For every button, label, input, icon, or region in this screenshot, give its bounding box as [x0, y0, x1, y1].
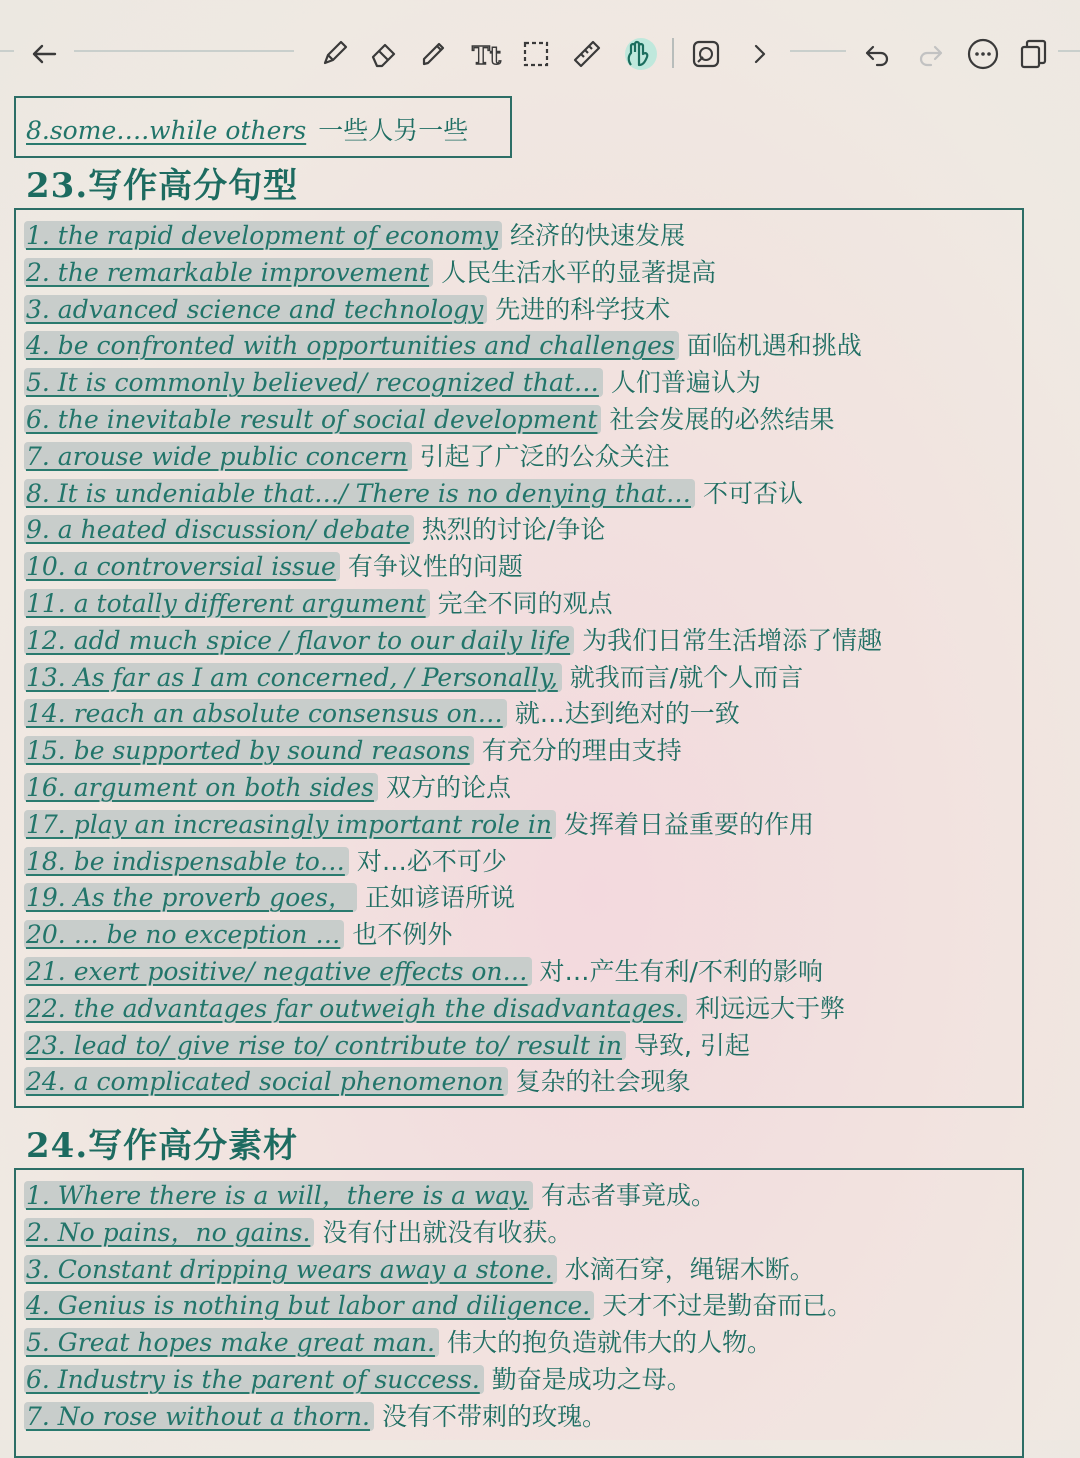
phrase-row [24, 218, 685, 254]
phrase-chinese: 导致, 引起 [633, 1030, 750, 1060]
phrase-chinese: 正如谚语所说 [364, 883, 515, 913]
back-arrow-icon[interactable] [24, 34, 64, 74]
phrase-chinese: 人们普遍认为 [610, 368, 761, 398]
note-toolbar [0, 0, 1080, 108]
phrase-english: 2. the remarkable improvement [24, 258, 433, 287]
phrase-row [24, 476, 803, 512]
phrase-english: 3. Constant dripping wears away a stone. [24, 1255, 557, 1284]
previous-item-line [24, 113, 468, 149]
phrase-chinese: 不可否认 [702, 478, 803, 508]
phrase-row [24, 733, 682, 769]
more-icon[interactable] [963, 34, 1003, 74]
phrase-row [24, 512, 605, 548]
phrase-row [24, 328, 862, 364]
touch-pen-icon[interactable] [618, 34, 658, 74]
phrase-row [24, 844, 507, 880]
phrase-chinese: 利远远大于弊 [694, 993, 845, 1023]
phrase-row [24, 1362, 692, 1398]
toolbar-divider [790, 50, 846, 52]
phrase-row [24, 807, 814, 843]
phrase-row [24, 586, 613, 622]
phrase-chinese: 先进的科学技术 [495, 294, 671, 324]
phrase-row [24, 1252, 815, 1288]
phrase-row [24, 1028, 750, 1064]
phrase-row [24, 954, 823, 990]
phrase-english: 5. It is commonly believed/ recognized that… [24, 368, 603, 397]
phrase-english: 6. Industry is the parent of success. [24, 1365, 484, 1394]
section-23-title: 23.写作高分句型 [26, 166, 299, 206]
phrase-chinese: 为我们日常生活增添了情趣 [582, 625, 883, 655]
phrase-chinese: 勤奋是成功之母。 [491, 1365, 692, 1394]
phrase-row [24, 255, 716, 291]
ai-sticker-icon[interactable] [686, 34, 726, 74]
phrase-english: 21. exert positive/ negative effects on… [24, 957, 532, 986]
phrase-english: 16. argument on both sides [24, 773, 378, 802]
phrase-row [24, 292, 670, 328]
phrase-chinese: 水滴石穿，绳锯木断。 [564, 1254, 815, 1284]
phrase-row [24, 1399, 607, 1435]
phrase-row [24, 439, 670, 475]
redo-icon[interactable] [910, 34, 950, 74]
undo-icon[interactable] [858, 34, 898, 74]
phrase-english: 7. No rose without a thorn. [24, 1402, 374, 1431]
eraser-icon[interactable] [364, 34, 404, 74]
phrase-chinese: 对…必不可少 [356, 846, 507, 876]
phrase-english: 15. be supported by sound reasons [24, 736, 474, 765]
phrase-english: 9. a heated discussion/ debate [24, 515, 414, 544]
phrase-chinese: 没有不带刺的玫瑰。 [381, 1401, 607, 1431]
phrase-chinese: 有充分的理由支持 [481, 736, 682, 766]
phrase-chinese: 一些人另一些 [318, 116, 469, 145]
phrase-english: 13. As far as I am concerned, / Personally, [24, 663, 562, 692]
phrase-row [24, 1064, 691, 1100]
phrase-row [24, 402, 834, 438]
phrase-row [24, 917, 452, 953]
phrase-chinese: 对…产生有利/不利的影响 [539, 957, 823, 986]
phrase-english: 1. the rapid development of economy [24, 221, 502, 250]
lasso-select-icon[interactable] [516, 34, 556, 74]
phrase-row [24, 991, 845, 1027]
phrase-english: 19. As the proverb goes， [24, 883, 357, 912]
phrase-row [24, 1215, 572, 1251]
phrase-chinese: 面临机遇和挑战 [686, 331, 862, 361]
toolbar-divider [74, 50, 294, 52]
phrase-row [24, 365, 761, 401]
ruler-icon[interactable] [567, 34, 607, 74]
phrase-row [24, 696, 740, 732]
phrase-english: 12. add much spice / flavor to our daily life [24, 626, 574, 655]
chevron-right-icon[interactable] [740, 34, 780, 74]
phrase-english: 18. be indispensable to… [24, 847, 349, 876]
phrase-chinese: 完全不同的观点 [437, 589, 613, 618]
phrase-english: 2. No pains，no gains. [24, 1218, 314, 1247]
text-tool-icon[interactable] [466, 34, 506, 74]
phrase-chinese: 就…达到绝对的一致 [514, 699, 740, 729]
toolbar-separator [672, 38, 674, 68]
pen-icon[interactable] [314, 34, 354, 74]
phrase-chinese: 社会发展的必然结果 [609, 405, 835, 434]
phrase-row [24, 549, 523, 585]
phrase-chinese: 人民生活水平的显著提高 [441, 257, 717, 287]
phrase-chinese: 热烈的讨论/争论 [421, 515, 606, 545]
phrase-chinese: 有争议性的问题 [347, 552, 523, 582]
toolbar-divider [1058, 50, 1080, 52]
phrase-row [24, 1178, 716, 1214]
phrase-english: 4. be confronted with opportunities and challenges [24, 331, 679, 360]
phrase-english: 11. a totally different argument [24, 589, 430, 618]
phrase-english: 17. play an increasingly important role in [24, 810, 556, 839]
highlighter-icon[interactable] [414, 34, 454, 74]
phrase-english: 5. Great hopes make great man. [24, 1328, 439, 1357]
phrase-chinese: 伟大的抱负造就伟大的人物。 [446, 1328, 772, 1358]
phrase-chinese: 没有付出就没有收获。 [322, 1217, 573, 1247]
phrase-english: 24. a complicated social phenomenon [24, 1067, 508, 1096]
phrase-chinese: 天才不过是勤奋而已。 [602, 1291, 853, 1321]
svg-text:Tt: Tt [472, 41, 501, 70]
section-24-title: 24.写作高分素材 [26, 1126, 299, 1166]
phrase-row [24, 1288, 852, 1324]
phrase-chinese: 有志者事竟成。 [541, 1181, 717, 1210]
toolbar-divider [0, 50, 14, 52]
phrase-row [24, 1325, 772, 1361]
phrase-row [24, 623, 882, 659]
phrase-english: 1. Where there is a will，there is a way. [24, 1181, 533, 1210]
phrase-chinese: 经济的快速发展 [509, 221, 685, 250]
phrase-english: 23. lead to/ give rise to/ contribute to/ result in [24, 1031, 626, 1060]
phrase-row [24, 660, 803, 696]
phrase-chinese: 双方的论点 [385, 773, 511, 802]
phrase-english: 8.some….while others [26, 116, 307, 145]
phrase-row [24, 880, 515, 916]
phrase-english: 22. the advantages far outweigh the disadvantages. [24, 994, 687, 1023]
phrase-english: 6. the inevitable result of social development [24, 405, 601, 434]
phrase-chinese: 发挥着日益重要的作用 [563, 809, 814, 839]
phrase-chinese: 引起了广泛的公众关注 [419, 441, 670, 471]
phrase-english: 4. Genius is nothing but labor and diligence. [24, 1291, 594, 1320]
phrase-english: 8. It is undeniable that…/ There is no denying that… [24, 479, 695, 508]
phrase-chinese: 复杂的社会现象 [515, 1067, 691, 1097]
phrase-english: 10. a controversial issue [24, 552, 340, 581]
phrase-chinese: 就我而言/就个人而言 [569, 662, 804, 692]
phrase-english: 14. reach an absolute consensus on… [24, 699, 507, 728]
phrase-chinese: 也不例外 [352, 920, 453, 950]
phrase-row [24, 770, 511, 806]
phrase-english: 7. arouse wide public concern [24, 442, 412, 471]
pages-icon[interactable] [1013, 34, 1053, 74]
phrase-english: 3. advanced science and technology [24, 295, 487, 324]
phrase-english: 20. … be no exception … [24, 920, 344, 949]
